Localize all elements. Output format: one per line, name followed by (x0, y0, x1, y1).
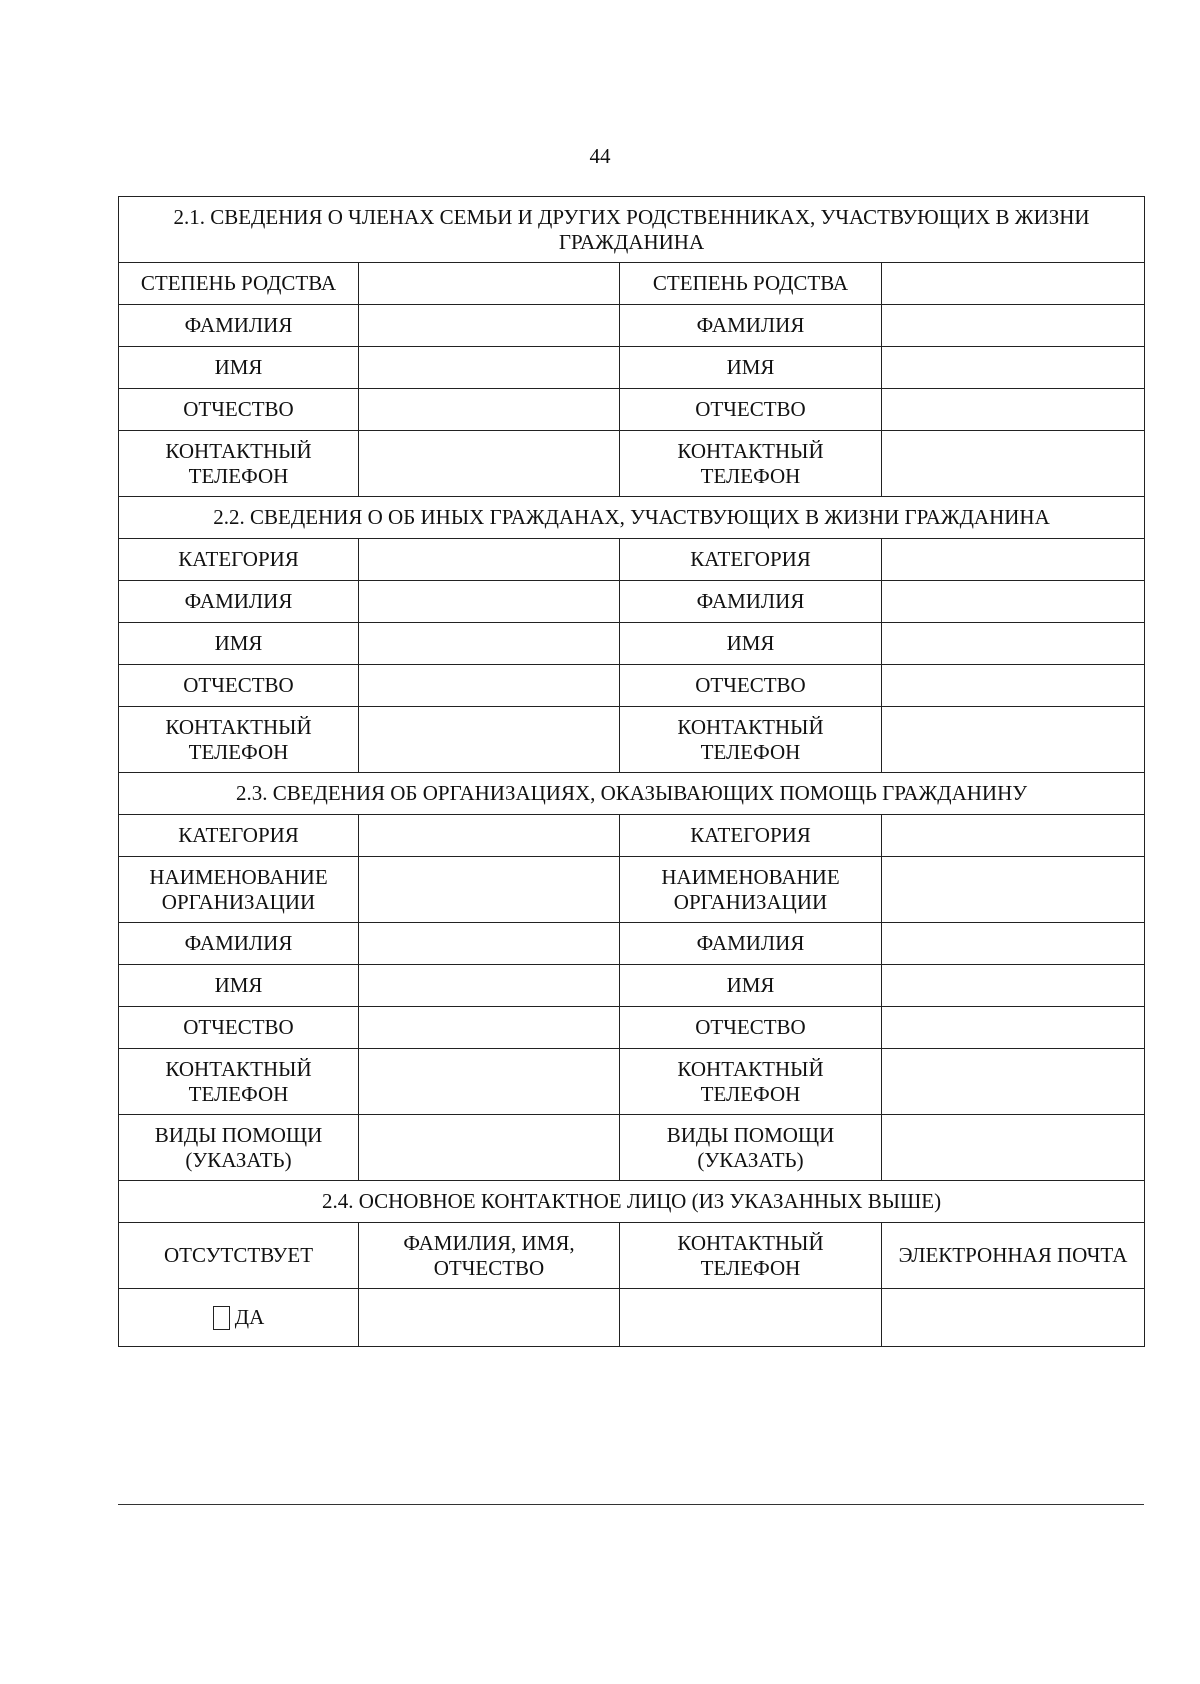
field-label (119, 815, 359, 857)
field-label (119, 923, 359, 965)
field-label (620, 389, 882, 431)
field-label (620, 665, 882, 707)
citizen-2-phone-field[interactable] (882, 707, 1145, 773)
citizen-1-category-field[interactable] (359, 539, 620, 581)
citizen-1-phone-field[interactable] (359, 707, 620, 773)
field-label (620, 857, 882, 923)
field-label (620, 965, 882, 1007)
contact-phone-label: КОНТАКТНЫЙ ТЕЛЕФОН (165, 1056, 312, 1106)
surname-label: ФАМИЛИЯ (696, 313, 805, 337)
checkbox-label-yes: ДА (234, 1305, 265, 1329)
field-label (620, 923, 882, 965)
field-label (119, 431, 359, 497)
citizen-1-patronymic-field[interactable] (359, 665, 620, 707)
field-label (119, 581, 359, 623)
field-label (620, 305, 882, 347)
citizen-2-category-field[interactable] (882, 539, 1145, 581)
first-name-label: ИМЯ (214, 631, 263, 655)
form-row (119, 707, 1145, 773)
org-2-name-field[interactable] (882, 857, 1145, 923)
org-1-first-name-field[interactable] (359, 965, 620, 1007)
field-label (119, 857, 359, 923)
section-2-2-header-row (119, 497, 1145, 539)
relative-2-surname-field[interactable] (882, 305, 1145, 347)
form-row (119, 1049, 1145, 1115)
org-1-phone-field[interactable] (359, 1049, 620, 1115)
form-row (119, 1115, 1145, 1181)
field-label (620, 1007, 882, 1049)
surname-label: ФАМИЛИЯ (184, 589, 293, 613)
column-header (882, 1223, 1145, 1289)
form-row (119, 815, 1145, 857)
bottom-divider (118, 1504, 1144, 1505)
column-header (620, 1223, 882, 1289)
contact-phone-label: КОНТАКТНЫЙ ТЕЛЕФОН (677, 1056, 824, 1106)
field-label (620, 707, 882, 773)
citizen-2-surname-field[interactable] (882, 581, 1145, 623)
relative-1-surname-field[interactable] (359, 305, 620, 347)
relative-1-patronymic-field[interactable] (359, 389, 620, 431)
field-label (119, 389, 359, 431)
contact-phone-label: КОНТАКТНЫЙ ТЕЛЕФОН (165, 714, 312, 764)
surname-label: ФАМИЛИЯ (184, 931, 293, 955)
category-label: КАТЕГОРИЯ (690, 823, 811, 847)
form-row (119, 389, 1145, 431)
field-label (119, 347, 359, 389)
form-row (119, 1007, 1145, 1049)
form-row (119, 431, 1145, 497)
patronymic-label: ОТЧЕСТВО (183, 1015, 294, 1039)
org-1-patronymic-field[interactable] (359, 1007, 620, 1049)
page-number: 44 (589, 144, 611, 168)
relative-1-phone-field[interactable] (359, 431, 620, 497)
section-2-3-header-row (119, 773, 1145, 815)
field-label (119, 707, 359, 773)
category-label: КАТЕГОРИЯ (690, 547, 811, 571)
citizen-form-table (118, 196, 1145, 1347)
types-of-help-label: ВИДЫ ПОМОЩИ (УКАЗАТЬ) (666, 1122, 835, 1172)
contact-phone-field[interactable] (620, 1289, 882, 1347)
org-1-category-field[interactable] (359, 815, 620, 857)
section-2-2-title: 2.2. СВЕДЕНИЯ О ОБ ИНЫХ ГРАЖДАНАХ, УЧАСТВУЮЩИХ В ЖИЗНИ ГРАЖДАНИНА (119, 497, 1145, 539)
section-2-3-title: 2.3. СВЕДЕНИЯ ОБ ОРГАНИЗАЦИЯХ, ОКАЗЫВАЮЩИХ ПОМОЩЬ ГРАЖДАНИНУ (119, 773, 1145, 815)
full-name-header: ФАМИЛИЯ, ИМЯ, ОТЧЕСТВО (403, 1230, 575, 1280)
section-2-4-title: 2.4. ОСНОВНОЕ КОНТАКТНОЕ ЛИЦО (ИЗ УКАЗАННЫХ ВЫШЕ) (119, 1181, 1145, 1223)
field-label (119, 263, 359, 305)
contact-email-field[interactable] (882, 1289, 1145, 1347)
section-2-1-title: 2.1. СВЕДЕНИЯ О ЧЛЕНАХ СЕМЬИ И ДРУГИХ РОДСТВЕННИКАХ, УЧАСТВУЮЩИХ В ЖИЗНИ ГРАЖДАНИНА (119, 197, 1145, 263)
first-name-label: ИМЯ (726, 973, 775, 997)
org-1-surname-field[interactable] (359, 923, 620, 965)
surname-label: ФАМИЛИЯ (696, 589, 805, 613)
field-label (119, 539, 359, 581)
field-label (620, 347, 882, 389)
relative-2-phone-field[interactable] (882, 431, 1145, 497)
form-row (119, 305, 1145, 347)
category-label: КАТЕГОРИЯ (178, 823, 299, 847)
category-label: КАТЕГОРИЯ (178, 547, 299, 571)
org-2-surname-field[interactable] (882, 923, 1145, 965)
column-header (359, 1223, 620, 1289)
absent-yes-checkbox[interactable] (213, 1306, 230, 1330)
field-label (620, 539, 882, 581)
form-row (119, 857, 1145, 923)
field-label (119, 965, 359, 1007)
relative-2-first-name-field[interactable] (882, 347, 1145, 389)
absent-cell (119, 1289, 359, 1347)
contact-phone-label: КОНТАКТНЫЙ ТЕЛЕФОН (677, 714, 824, 764)
form-row (119, 923, 1145, 965)
section-2-1-header-row (119, 197, 1145, 263)
field-label (119, 1115, 359, 1181)
form-row (119, 539, 1145, 581)
email-header: ЭЛЕКТРОННАЯ ПОЧТА (898, 1243, 1128, 1267)
contact-full-name-field[interactable] (359, 1289, 620, 1347)
degree-of-kinship-label: СТЕПЕНЬ РОДСТВА (652, 271, 849, 295)
form-row (119, 263, 1145, 305)
form-row (119, 347, 1145, 389)
types-of-help-label: ВИДЫ ПОМОЩИ (УКАЗАТЬ) (154, 1122, 323, 1172)
contact-phone-header: КОНТАКТНЫЙ ТЕЛЕФОН (677, 1230, 824, 1280)
org-2-help-types-field[interactable] (882, 1115, 1145, 1181)
org-1-help-types-field[interactable] (359, 1115, 620, 1181)
patronymic-label: ОТЧЕСТВО (695, 397, 806, 421)
form-row (119, 581, 1145, 623)
citizen-1-surname-field[interactable] (359, 581, 620, 623)
field-label (620, 1049, 882, 1115)
field-label (119, 665, 359, 707)
first-name-label: ИМЯ (214, 355, 263, 379)
patronymic-label: ОТЧЕСТВО (183, 673, 294, 697)
field-label (620, 623, 882, 665)
field-label (620, 815, 882, 857)
first-name-label: ИМЯ (214, 973, 263, 997)
form-row (119, 965, 1145, 1007)
relative-1-kinship-field[interactable] (359, 263, 620, 305)
field-label (620, 263, 882, 305)
org-2-first-name-field[interactable] (882, 965, 1145, 1007)
surname-label: ФАМИЛИЯ (696, 931, 805, 955)
contact-phone-label: КОНТАКТНЫЙ ТЕЛЕФОН (677, 438, 824, 488)
contact-phone-label: КОНТАКТНЫЙ ТЕЛЕФОН (165, 438, 312, 488)
surname-label: ФАМИЛИЯ (184, 313, 293, 337)
org-2-phone-field[interactable] (882, 1049, 1145, 1115)
section-2-4-header-row (119, 1181, 1145, 1223)
field-label (620, 1115, 882, 1181)
form-row (119, 623, 1145, 665)
form-row (119, 665, 1145, 707)
field-label (119, 1007, 359, 1049)
first-name-label: ИМЯ (726, 631, 775, 655)
field-label (119, 1049, 359, 1115)
contact-value-row (119, 1289, 1145, 1347)
patronymic-label: ОТЧЕСТВО (695, 1015, 806, 1039)
patronymic-label: ОТЧЕСТВО (695, 673, 806, 697)
relative-2-kinship-field[interactable] (882, 263, 1145, 305)
organization-name-label: НАИМЕНОВАНИЕ ОРГАНИЗАЦИИ (149, 864, 328, 914)
field-label (620, 431, 882, 497)
field-label (119, 623, 359, 665)
org-1-name-field[interactable] (359, 857, 620, 923)
absent-header: ОТСУТСТВУЕТ (163, 1243, 314, 1267)
organization-name-label: НАИМЕНОВАНИЕ ОРГАНИЗАЦИИ (661, 864, 840, 914)
relative-1-first-name-field[interactable] (359, 347, 620, 389)
column-header (119, 1223, 359, 1289)
field-label (620, 581, 882, 623)
citizen-1-first-name-field[interactable] (359, 623, 620, 665)
contact-header-row (119, 1223, 1145, 1289)
patronymic-label: ОТЧЕСТВО (183, 397, 294, 421)
org-2-patronymic-field[interactable] (882, 1007, 1145, 1049)
org-2-category-field[interactable] (882, 815, 1145, 857)
relative-2-patronymic-field[interactable] (882, 389, 1145, 431)
degree-of-kinship-label: СТЕПЕНЬ РОДСТВА (140, 271, 337, 295)
first-name-label: ИМЯ (726, 355, 775, 379)
citizen-2-patronymic-field[interactable] (882, 665, 1145, 707)
citizen-2-first-name-field[interactable] (882, 623, 1145, 665)
field-label (119, 305, 359, 347)
